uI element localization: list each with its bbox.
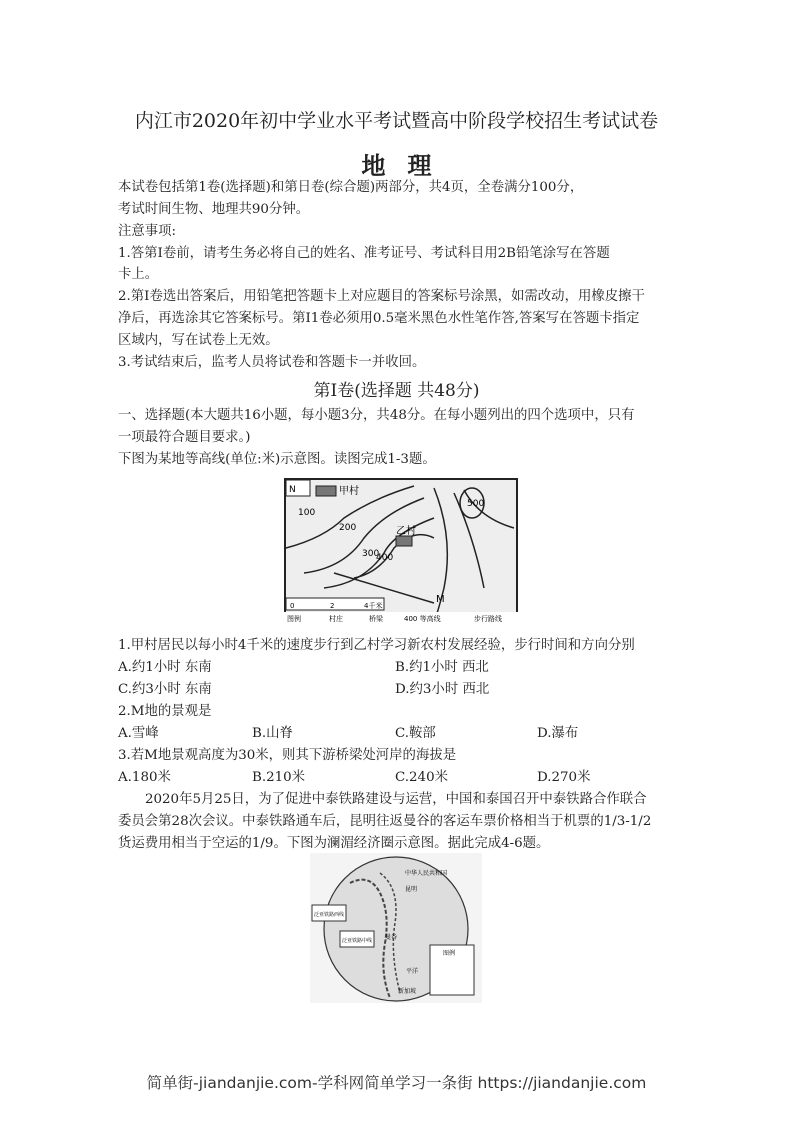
contour-label: 500 (467, 499, 485, 509)
contour-label: 100 (298, 508, 316, 518)
option: C.240米 (395, 770, 448, 785)
section-intro-line: 一、选择题(本大题共16小题，每小题3分，共48分。在每小题列出的四个选项中，只有 (118, 408, 635, 423)
option: B.210米 (252, 770, 306, 785)
option: C.约3小时 东南 (118, 682, 212, 697)
legend-item: 村庄 (329, 615, 343, 623)
passage-line: 货运费用相当于空运的1/9。下图为澜湄经济圈示意图。据此完成4-6题。 (118, 836, 550, 851)
passage-line: 2020年5月25日，为了促进中泰铁路建设与运营，中国和泰国召开中泰铁路合作联合 (145, 792, 647, 807)
intro-line: 本试卷包括第1卷(选择题)和第日卷(综合题)两部分，共4页，全卷满分100分， (118, 180, 584, 195)
contour-label: 300 (362, 549, 380, 559)
option: D.270米 (537, 770, 591, 785)
legend-item: 400 等高线 (404, 615, 441, 623)
option: A.180米 (118, 770, 171, 785)
map-label: 中华人民共和国 (405, 870, 448, 877)
option: B.约1小时 西北 (395, 660, 489, 675)
intro-line: 注意事项: (118, 224, 177, 239)
map-legend-title: 图例 (443, 950, 456, 957)
contour-map (284, 478, 518, 624)
option: D.约3小时 西北 (395, 682, 490, 697)
subject-title: 地理 (361, 151, 454, 180)
option: D.瀑布 (537, 726, 579, 741)
section-title: 第I卷(选择题 共48分) (313, 381, 480, 401)
map-label: 曼谷 (385, 934, 398, 941)
intro-line: 3.考试结束后，监考人员将试卷和答题卡一并收回。 (118, 355, 426, 370)
legend-item: 桥梁 (369, 615, 383, 623)
question-stem: 1.甲村居民以每小时4千米的速度步行到乙村学习新农村发展经验，步行时间和方向分别 (118, 638, 635, 653)
question-stem: 3.若M地景观高度为30米，则其下游桥梁处河岸的海拔是 (118, 748, 457, 763)
map-label: 平洋 (406, 968, 419, 975)
lancang-mekong-map (310, 853, 482, 1003)
passage-line: 委员会第28次会议。中泰铁路通车后，昆明往返曼谷的客运车票价格相当于机票的1/3-1/2 (118, 814, 652, 829)
section-intro-line: 下图为某地等高线(单位:米)示意图。读图完成1-3题。 (118, 452, 436, 467)
map-label: 新加坡 (398, 988, 417, 995)
question-stem: 2.M地的景观是 (118, 704, 212, 719)
map-label: 泛亚铁路中线 (342, 938, 373, 944)
scale-label: 0 (290, 602, 295, 610)
intro-line: 考试时间生物、地理共90分钟。 (118, 202, 310, 217)
intro-line: 2.第I卷选出答案后，用铅笔把答题卡上对应题目的答案标号涂黑，如需改动，用橡皮擦干 (118, 289, 645, 304)
village-b-label: 乙村 (396, 526, 416, 537)
scale-label: 2 (330, 602, 335, 610)
exam-title: 内江市2020年初中学业水平考试暨高中阶段学校招生考试试卷 (134, 110, 659, 132)
north-arrow-label: N (289, 485, 296, 495)
contour-label: 400 (376, 553, 394, 563)
contour-label: 200 (339, 523, 357, 533)
option: B.山脊 (252, 726, 293, 741)
intro-line: 卡上。 (118, 267, 159, 282)
map-label: 昆明 (405, 886, 418, 893)
intro-line: 区域内，写在试卷上无效。 (118, 333, 279, 348)
scale-label: 4千米 (364, 602, 383, 610)
legend-item: 步行路线 (474, 615, 502, 623)
village-b-icon (396, 536, 412, 546)
intro-line: 净后，再选涂其它答案标号。第I1卷必须用0.5毫米黑色水性笔作答,答案写在答题卡指定 (118, 311, 640, 326)
village-a-icon (316, 486, 336, 496)
option: A.约1小时 东南 (118, 660, 212, 675)
section-intro-line: 一项最符合题目要求。) (118, 430, 251, 445)
footer-watermark: 简单街-jiandanjie.com-学科网简单学习一条街 https://jiandanjie.com (146, 1074, 647, 1092)
option: C.鞍部 (395, 726, 436, 741)
legend-title: 图例 (287, 615, 301, 623)
village-a-label: 甲村 (339, 486, 359, 497)
point-m-label: M (436, 594, 445, 605)
map-label: 泛亚铁路西线 (314, 912, 345, 918)
intro-line: 1.答第I卷前，请考生务必将自己的姓名、准考证号、考试科目用2B铅笔涂写在答题 (118, 246, 610, 261)
option: A.雪峰 (118, 726, 159, 741)
